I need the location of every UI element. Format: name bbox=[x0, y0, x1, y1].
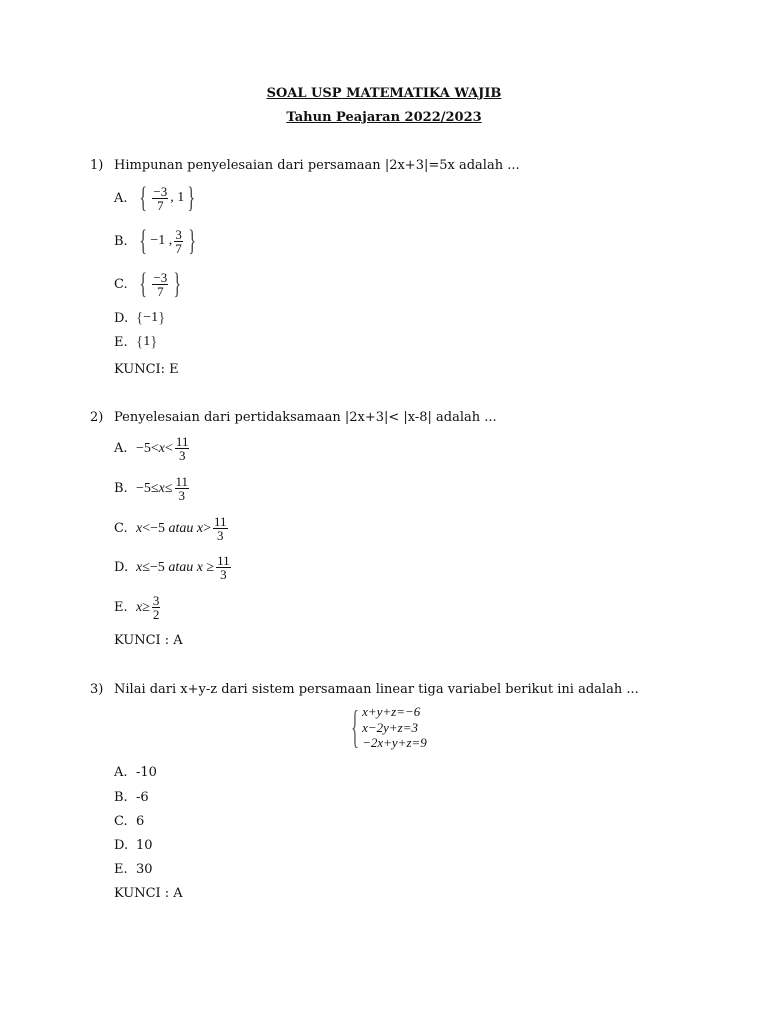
q3-option-b bbox=[114, 790, 149, 805]
option-letter: C. bbox=[114, 521, 128, 536]
option-letter: E. bbox=[114, 334, 128, 350]
option-math: x<−5 atau x> $\frac{11}{3}$ bbox=[136, 514, 227, 543]
q1-option-d bbox=[114, 310, 165, 326]
equation-row: x+y+z=−6 bbox=[362, 704, 421, 719]
option-value: 6 bbox=[136, 814, 145, 829]
question-text: Himpunan penyelesaian dari persamaan |2x+3|=5x adalah ... bbox=[114, 158, 520, 173]
option-math: x≥ $\frac{3}{2}$ bbox=[136, 593, 160, 622]
equation-row: x−2y+z=3 bbox=[362, 719, 419, 735]
question-1 bbox=[90, 158, 730, 173]
option-letter: A. bbox=[114, 441, 128, 456]
option-letter: D. bbox=[114, 838, 129, 853]
q1-option-b bbox=[114, 226, 199, 256]
option-math: { $\frac{-3}{7}$ , 1 } bbox=[139, 181, 196, 214]
equation-row: −2x+y+z=9 bbox=[362, 735, 427, 750]
equation-system bbox=[344, 701, 427, 753]
q1-option-e bbox=[114, 334, 157, 350]
q2-answer-key: KUNCI : A bbox=[114, 633, 183, 648]
option-value: 10 bbox=[136, 838, 153, 853]
document-title: SOAL USP MATEMATIKA WAJIB bbox=[266, 86, 502, 101]
document-subtitle: Tahun Peajaran 2022/2023 bbox=[286, 110, 482, 125]
question-text: Penyelesaian dari pertidaksamaan |2x+3|< |x-8| adalah ... bbox=[114, 410, 497, 425]
option-letter: B. bbox=[114, 481, 128, 496]
option-math: −5≤x≤ $\frac{11}{3}$ bbox=[136, 474, 189, 503]
q3-option-a bbox=[114, 765, 157, 780]
option-letter: D. bbox=[114, 310, 129, 326]
q1-option-c bbox=[114, 269, 185, 299]
option-letter: A. bbox=[114, 765, 128, 780]
option-letter: C. bbox=[114, 814, 128, 829]
question-2 bbox=[90, 410, 730, 425]
system-brace: { bbox=[351, 701, 359, 753]
option-letter: A. bbox=[114, 190, 128, 206]
option-math: { −1 } bbox=[136, 309, 166, 326]
option-letter: E. bbox=[114, 862, 128, 877]
q2-option-d bbox=[114, 554, 233, 581]
option-letter: E. bbox=[114, 600, 128, 615]
q3-answer-key: KUNCI : A bbox=[114, 886, 183, 901]
option-value: 30 bbox=[136, 862, 153, 877]
q1-answer-key: KUNCI: E bbox=[114, 362, 179, 377]
q3-option-c bbox=[114, 814, 144, 829]
question-number: 3) bbox=[90, 682, 104, 697]
q2-option-c bbox=[114, 515, 230, 542]
option-math: { $\frac{-3}{7}$ } bbox=[139, 267, 182, 300]
q3-option-e bbox=[114, 862, 153, 877]
option-math: { 1 } bbox=[136, 333, 158, 350]
q2-option-b bbox=[114, 475, 191, 502]
q2-option-e bbox=[114, 594, 162, 621]
question-number: 2) bbox=[90, 410, 104, 425]
option-math: { −1 , $\frac{3}{7}$ } bbox=[139, 224, 196, 257]
question-number: 1) bbox=[90, 158, 104, 173]
option-math: x≤−5 atau x ≥ $\frac{11}{3}$ bbox=[136, 553, 230, 582]
question-text: Nilai dari x+y-z dari sistem persamaan linear tiga variabel berikut ini adalah ... bbox=[114, 682, 639, 697]
option-letter: B. bbox=[114, 790, 128, 805]
option-value: -6 bbox=[136, 790, 149, 805]
q3-option-d bbox=[114, 838, 153, 853]
option-math: −5<x< $\frac{11}{3}$ bbox=[136, 434, 189, 463]
option-letter: B. bbox=[114, 233, 128, 249]
q2-option-a bbox=[114, 435, 191, 462]
option-letter: C. bbox=[114, 276, 128, 292]
option-value: -10 bbox=[136, 765, 157, 780]
option-letter: D. bbox=[114, 560, 129, 575]
question-3 bbox=[90, 682, 730, 697]
q1-option-a bbox=[114, 183, 199, 213]
